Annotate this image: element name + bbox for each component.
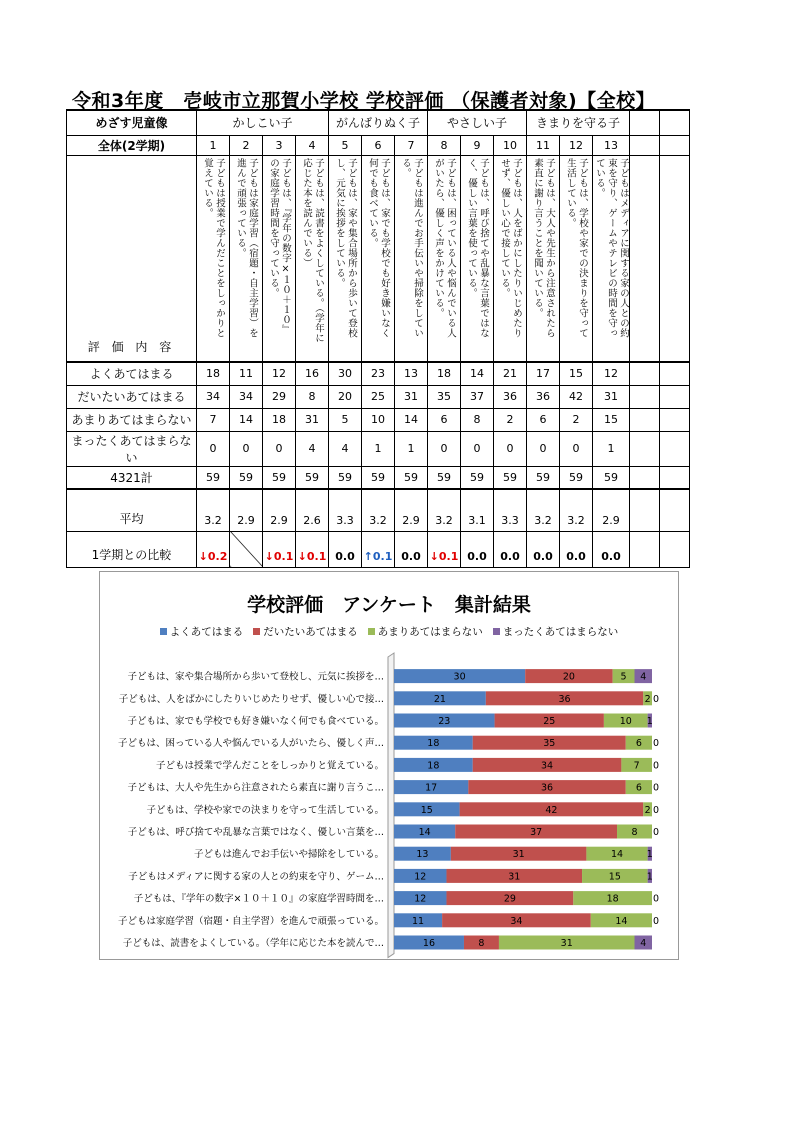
legend-label: だいたいあてはまる <box>263 626 358 638</box>
count-cell: 2 <box>494 408 527 431</box>
count-cell: 1 <box>395 431 428 466</box>
data-label: 0 <box>653 893 660 905</box>
data-label: 30 <box>453 671 466 683</box>
data-label: 6 <box>635 782 642 794</box>
count-cell: 2 <box>560 408 593 431</box>
data-label: 18 <box>606 893 619 905</box>
data-label: 12 <box>414 893 427 905</box>
item-number: 2 <box>230 135 263 155</box>
group-header-row <box>67 110 690 135</box>
count-cell: 42 <box>560 385 593 408</box>
data-label: 14 <box>418 827 431 838</box>
average-value: 3.3 <box>329 489 362 531</box>
count-cell: 59 <box>527 466 560 489</box>
compare-cell: ↑0.1 <box>362 531 395 567</box>
legend-label: よくあてはまる <box>169 626 244 638</box>
count-row <box>67 408 690 431</box>
average-label: 平均 <box>67 489 197 531</box>
data-label: 0 <box>653 827 660 838</box>
empty-cell <box>660 489 690 531</box>
item-text: 子どもは、家や集合場所から歩いて登校し、元気に挨拶をしている。 <box>334 157 357 338</box>
compare-cell: 0.0 <box>461 531 494 567</box>
data-label: 15 <box>420 804 433 816</box>
average-value: 3.2 <box>527 489 560 531</box>
data-label: 0 <box>653 915 660 927</box>
item-number: 9 <box>461 135 494 155</box>
count-cell: 16 <box>296 362 329 385</box>
empty-cell <box>630 408 660 431</box>
row-label: よくあてはまる <box>67 362 197 385</box>
data-label: 0 <box>653 782 660 794</box>
data-label: 5 <box>620 671 627 683</box>
data-label: 4 <box>640 938 647 949</box>
empty-cell <box>660 466 690 489</box>
compare-cell: 0.0 <box>527 531 560 567</box>
count-cell: 15 <box>560 362 593 385</box>
page-title: 令和3年度 壱岐市立那賀小学校 学校評価 （保護者対象)【全校】 <box>72 90 656 112</box>
row-label: だいたいあてはまる <box>67 385 197 408</box>
count-cell: 12 <box>593 362 630 385</box>
data-label: 34 <box>541 760 554 772</box>
empty-cell <box>630 531 660 567</box>
data-label: 1 <box>646 871 653 883</box>
count-cell: 59 <box>362 466 395 489</box>
average-value: 2.6 <box>296 489 329 531</box>
data-label: 21 <box>433 693 446 705</box>
header-label: めざす児童像 <box>67 110 197 135</box>
average-value: 3.2 <box>197 489 230 531</box>
data-label: 18 <box>427 760 440 772</box>
empty-cell <box>660 362 690 385</box>
item-text: 子どもは、家でも学校でも好き嫌いなく何でも食べている。 <box>367 157 390 338</box>
compare-row <box>67 531 690 567</box>
count-cell: 10 <box>362 408 395 431</box>
number-row <box>67 135 690 155</box>
data-label: 2 <box>644 804 651 816</box>
data-label: 7 <box>633 760 640 772</box>
count-cell: 17 <box>527 362 560 385</box>
data-label: 29 <box>503 893 516 905</box>
average-value: 3.2 <box>362 489 395 531</box>
data-label: 6 <box>635 738 642 750</box>
count-cell: 31 <box>395 385 428 408</box>
empty-cell <box>660 531 690 567</box>
empty-cell <box>630 362 660 385</box>
count-cell: 20 <box>329 385 362 408</box>
count-cell: 1 <box>593 431 630 466</box>
count-row <box>67 362 690 385</box>
count-cell: 18 <box>428 362 461 385</box>
empty-cell <box>660 110 690 135</box>
count-cell: 0 <box>560 431 593 466</box>
average-value: 3.3 <box>494 489 527 531</box>
count-cell: 35 <box>428 385 461 408</box>
count-cell: 14 <box>461 362 494 385</box>
compare-cell: ↓0.1 <box>428 531 461 567</box>
data-label: 8 <box>631 827 638 838</box>
count-cell: 6 <box>428 408 461 431</box>
count-cell: 0 <box>230 431 263 466</box>
item-text: 子どもは、『学年の数字×１０＋１０』の家庭学習時間を守っている。 <box>268 157 291 335</box>
average-value: 2.9 <box>263 489 296 531</box>
count-cell: 30 <box>329 362 362 385</box>
data-label: 14 <box>610 849 624 861</box>
item-text: 子どもは、学校や家での決まりを守って生活している。 <box>565 157 588 338</box>
empty-cell <box>630 135 660 155</box>
count-cell: 34 <box>197 385 230 408</box>
count-cell: 23 <box>362 362 395 385</box>
count-row <box>67 466 690 489</box>
item-number: 3 <box>263 135 296 155</box>
data-label: 8 <box>478 938 485 949</box>
item-text: 子どもは、困っている人や悩んでいる人がいたら、優しく声をかけている。 <box>433 157 456 338</box>
data-label: 0 <box>653 693 660 705</box>
data-label: 18 <box>427 738 440 750</box>
average-row <box>67 489 690 531</box>
category-label: 子どもは、学校や家での決まりを守って生活している。 <box>146 804 384 816</box>
count-cell: 31 <box>593 385 630 408</box>
empty-cell <box>660 135 690 155</box>
data-label: 11 <box>412 915 425 927</box>
empty-cell <box>630 466 660 489</box>
compare-cell: ↓0.2 <box>197 531 230 567</box>
count-cell: 59 <box>593 466 630 489</box>
count-cell: 18 <box>197 362 230 385</box>
data-label: 13 <box>416 849 429 861</box>
count-cell: 36 <box>527 385 560 408</box>
count-cell: 59 <box>230 466 263 489</box>
empty-cell <box>660 431 690 466</box>
item-number: 13 <box>593 135 630 155</box>
count-cell: 59 <box>461 466 494 489</box>
empty-cell <box>660 385 690 408</box>
count-cell: 6 <box>527 408 560 431</box>
count-row <box>67 431 690 466</box>
empty-cell <box>630 110 660 135</box>
count-cell: 0 <box>197 431 230 466</box>
count-rows <box>67 362 690 489</box>
data-label: 1 <box>646 849 653 861</box>
row-label: まったくあてはまらない <box>67 431 197 466</box>
group-ganbari: がんばりぬく子 <box>329 110 428 135</box>
average-value: 2.9 <box>230 489 263 531</box>
empty-cell <box>630 431 660 466</box>
data-label: 37 <box>530 827 543 838</box>
item-number: 5 <box>329 135 362 155</box>
legend-label: あまりあてはまらない <box>377 626 483 638</box>
item-text: 子どもは、大人や先生から注意されたら素直に謝り言うことを聞いている。 <box>532 157 555 338</box>
item-text: 子どもは授業で学んだことをしっかりと覚えている。 <box>202 157 225 338</box>
data-label: 17 <box>425 782 438 794</box>
item-text: 子どもは家庭学習（宿題・自主学習）を進んで頑張っている。 <box>235 157 258 338</box>
count-cell: 0 <box>428 431 461 466</box>
count-cell: 0 <box>263 431 296 466</box>
count-cell: 12 <box>263 362 296 385</box>
count-cell: 59 <box>296 466 329 489</box>
average-value: 3.2 <box>560 489 593 531</box>
row-label: 4321計 <box>67 466 197 489</box>
evaluation-table-container <box>66 109 690 568</box>
average-value: 2.9 <box>593 489 630 531</box>
count-cell: 59 <box>329 466 362 489</box>
category-label: 子どもはメディアに関する家の人との約束を守り、ゲーム… <box>128 871 384 883</box>
category-label: 子どもは、困っている人や悩んでいる人がいたら、優しく声… <box>117 738 384 750</box>
empty-cell <box>660 408 690 431</box>
item-number: 1 <box>197 135 230 155</box>
category-label: 子どもは、呼び捨てや乱暴な言葉ではなく、優しい言葉を… <box>127 827 384 838</box>
category-label: 子どもは授業で学んだことをしっかりと覚えている。 <box>155 760 384 772</box>
item-text: 子どもは進んでお手伝いや掃除をしている。 <box>400 157 423 338</box>
item-number: 8 <box>428 135 461 155</box>
data-label: 36 <box>558 693 571 705</box>
count-cell: 7 <box>197 408 230 431</box>
data-label: 15 <box>608 871 621 883</box>
count-cell: 13 <box>395 362 428 385</box>
average-value: 3.1 <box>461 489 494 531</box>
category-label: 子どもは進んでお手伝いや掃除をしている。 <box>193 849 384 861</box>
data-label: 14 <box>615 915 628 927</box>
compare-cell: 0.0 <box>560 531 593 567</box>
count-cell: 0 <box>461 431 494 466</box>
empty-cell <box>630 489 660 531</box>
data-label: 35 <box>543 738 556 750</box>
data-label: 0 <box>653 738 660 750</box>
count-cell: 29 <box>263 385 296 408</box>
count-cell: 59 <box>197 466 230 489</box>
chart-title: 学校評価 アンケート 集計結果 <box>247 594 531 616</box>
empty-cell <box>660 155 690 362</box>
count-cell: 18 <box>263 408 296 431</box>
data-label: 25 <box>543 716 556 727</box>
category-label: 子どもは、家や集合場所から歩いて登校し、元気に挨拶を… <box>127 671 384 683</box>
count-cell: 59 <box>428 466 461 489</box>
compare-cell: ↓0.1 <box>296 531 329 567</box>
group-kashikoi: かしこい子 <box>197 110 329 135</box>
count-cell: 59 <box>263 466 296 489</box>
count-cell: 14 <box>230 408 263 431</box>
category-label: 子どもは、読書をよくしている。（学年に応じた本を読んで… <box>122 938 384 949</box>
group-kimari: きまりを守る子 <box>527 110 630 135</box>
item-number: 6 <box>362 135 395 155</box>
data-label: 31 <box>508 871 521 883</box>
data-label: 23 <box>438 716 451 727</box>
data-label: 36 <box>541 782 554 794</box>
compare-cell-na <box>230 531 263 567</box>
count-cell: 15 <box>593 408 630 431</box>
item-text: 子どもは、呼び捨てや乱暴な言葉ではなく、優しい言葉を使っている。 <box>466 157 489 338</box>
item-number: 4 <box>296 135 329 155</box>
period-label: 全体(2学期) <box>67 135 197 155</box>
data-label: 4 <box>640 671 647 683</box>
category-label: 子どもは、家でも学校でも好き嫌いなく何でも食べている。 <box>127 716 384 727</box>
count-cell: 31 <box>296 408 329 431</box>
count-cell: 36 <box>494 385 527 408</box>
item-number: 7 <box>395 135 428 155</box>
group-yasashii: やさしい子 <box>428 110 527 135</box>
count-cell: 8 <box>296 385 329 408</box>
compare-cell: ↓0.1 <box>263 531 296 567</box>
data-label: 42 <box>545 804 558 816</box>
count-cell: 59 <box>560 466 593 489</box>
data-label: 12 <box>414 871 427 883</box>
compare-cell: 0.0 <box>494 531 527 567</box>
data-label: 0 <box>653 804 660 816</box>
item-number: 12 <box>560 135 593 155</box>
chart-axis-wall <box>388 653 394 958</box>
count-cell: 37 <box>461 385 494 408</box>
data-label: 34 <box>510 915 523 927</box>
count-cell: 5 <box>329 408 362 431</box>
data-label: 10 <box>619 716 632 727</box>
count-cell: 0 <box>494 431 527 466</box>
item-text: 子どもはメディアに関する家の人との約束を守り、ゲームやテレビの時間を守っている。 <box>594 157 629 338</box>
count-cell: 1 <box>362 431 395 466</box>
compare-label: 1学期との比較 <box>67 531 197 567</box>
item-number: 10 <box>494 135 527 155</box>
data-label: 1 <box>646 716 653 727</box>
data-label: 16 <box>422 938 436 949</box>
compare-cell: 0.0 <box>593 531 630 567</box>
empty-cell <box>630 385 660 408</box>
evaluation-table <box>66 109 690 568</box>
count-cell: 4 <box>329 431 362 466</box>
eval-content-label: 評 価 内 容 <box>87 340 176 354</box>
item-text: 子どもは、読書をよくしている。（学年に応じた本を読んでいる） <box>301 157 324 343</box>
count-cell: 59 <box>494 466 527 489</box>
count-cell: 59 <box>395 466 428 489</box>
average-value: 2.9 <box>395 489 428 531</box>
item-number: 11 <box>527 135 560 155</box>
count-row <box>67 385 690 408</box>
legend-label: まったくあてはまらない <box>502 626 619 638</box>
data-label: 0 <box>653 760 660 772</box>
row-label: あまりあてはまらない <box>67 408 197 431</box>
stacked-bar-chart <box>99 571 679 960</box>
average-value: 3.2 <box>428 489 461 531</box>
count-cell: 25 <box>362 385 395 408</box>
empty-cell <box>630 155 660 362</box>
count-cell: 4 <box>296 431 329 466</box>
count-cell: 21 <box>494 362 527 385</box>
category-label: 子どもは、『学年の数字×１０＋１０』の家庭学習時間を… <box>133 893 384 905</box>
compare-cell: 0.0 <box>329 531 362 567</box>
data-label: 31 <box>560 938 573 949</box>
count-cell: 14 <box>395 408 428 431</box>
count-cell: 34 <box>230 385 263 408</box>
data-label: 31 <box>512 849 525 861</box>
category-label: 子どもは家庭学習（宿題・自主学習）を進んで頑張っている。 <box>117 915 384 927</box>
category-label: 子どもは、人をばかにしたりいじめたりせず、優しい心で接… <box>118 693 384 705</box>
count-cell: 11 <box>230 362 263 385</box>
data-label: 2 <box>644 693 651 705</box>
data-label: 20 <box>562 671 575 683</box>
category-label: 子どもは、大人や先生から注意されたら素直に謝り言うこ… <box>127 782 384 794</box>
compare-cell: 0.0 <box>395 531 428 567</box>
count-cell: 8 <box>461 408 494 431</box>
item-text: 子どもは、人をばかにしたりいじめたりせず、優しい心で接している。 <box>499 157 522 338</box>
count-cell: 0 <box>527 431 560 466</box>
chart-plot <box>100 572 678 959</box>
item-text-row <box>67 155 690 362</box>
